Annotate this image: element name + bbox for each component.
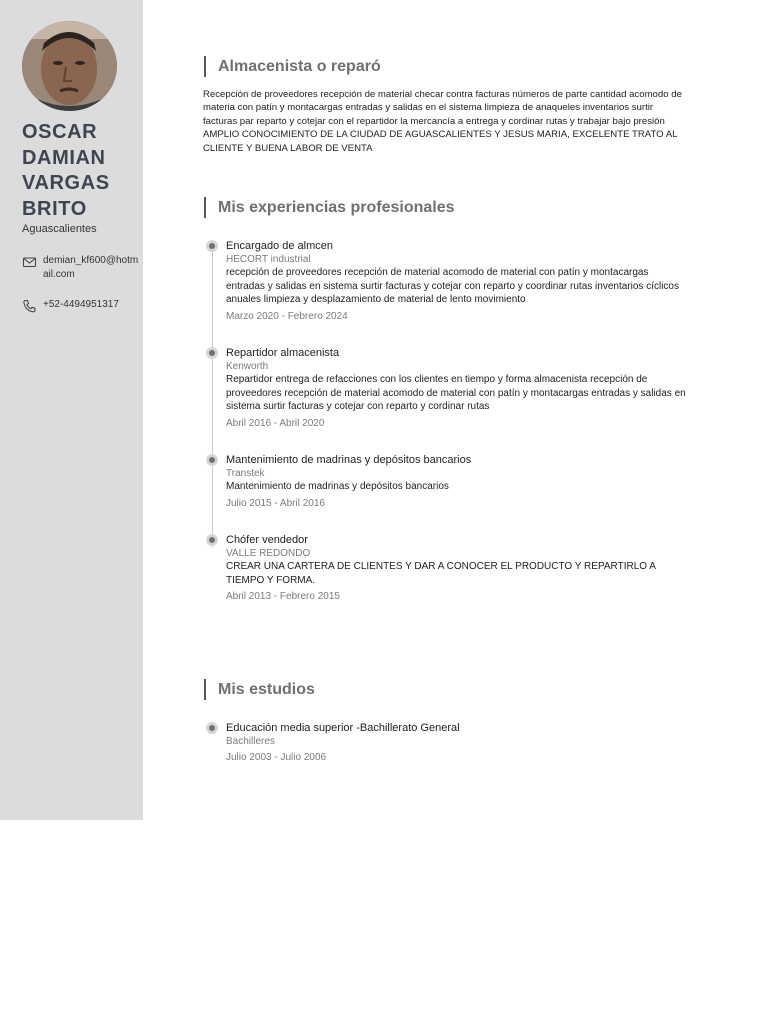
job-description: recepción de proveedores recepción de material acomodo de material con patín y montacargas entradas y salidas en sistema surtir facturas y cotejar con reparto y coordinar rutas inventarios cíclicos anuales limpieza y desplazamiento de material de lento movimiento bbox=[226, 267, 679, 306]
experience-heading: Mis experiencias profesionales bbox=[204, 197, 455, 218]
phone-text[interactable]: +52-4494951317 bbox=[43, 299, 119, 310]
email-contact[interactable] bbox=[22, 254, 139, 281]
company-name: Transtek bbox=[226, 468, 265, 479]
institution-name: Bachilleres bbox=[226, 736, 275, 747]
timeline-dot-icon bbox=[206, 534, 218, 546]
summary-text: Recepción de proveedores recepción de material checar contra facturas números de parte cantidad acomodo de materia con patín y montacargas entradas y salidas en el sistema limpieza de anaqueles inventarios surtir facturas par reparto y cotejar con el repartidor la mercancía a entrega y cordinar rutas y trabajar bajo presión AMPLIO CONOCIMIENTO DE LA CIUDAD DE AGUASCALIENTES Y JESUS MARIA, EXCELENTE TRATO AL CLIENTE Y BUENA LABOR DE VENTA bbox=[203, 89, 682, 154]
job-title: Repartidor almacenista bbox=[226, 347, 340, 359]
profile-photo bbox=[22, 21, 117, 111]
phone-contact[interactable] bbox=[22, 298, 139, 313]
job-title: Encargado de almcen bbox=[226, 240, 334, 252]
education-item bbox=[226, 722, 686, 764]
timeline-dot-icon bbox=[206, 240, 218, 252]
study-dates: Julio 2003 - Julio 2006 bbox=[226, 752, 327, 763]
experience-item bbox=[226, 454, 686, 510]
timeline-dot-icon bbox=[206, 722, 218, 734]
summary-heading: Almacenista o reparó bbox=[204, 56, 381, 77]
job-dates: Julio 2015 - Abril 2016 bbox=[226, 497, 325, 509]
name-line: BRITO bbox=[22, 197, 87, 220]
timeline-line bbox=[212, 246, 213, 548]
company-name: Kenworth bbox=[226, 361, 269, 372]
job-title: Mantenimiento de madrinas y depósitos bancarios bbox=[226, 454, 472, 466]
company-name: VALLE REDONDO bbox=[226, 548, 311, 559]
job-title: Chófer vendedor bbox=[226, 534, 308, 546]
name-line: VARGAS bbox=[22, 172, 110, 194]
candidate-name bbox=[22, 120, 140, 222]
degree-title: Educación media superior -Bachillerato General bbox=[226, 722, 460, 734]
experience-item bbox=[226, 240, 686, 323]
job-dates: Abril 2016 - Abril 2020 bbox=[226, 417, 325, 429]
job-dates: Marzo 2020 - Febrero 2024 bbox=[226, 310, 348, 322]
timeline-dot-icon bbox=[206, 347, 218, 359]
location: Aguascalientes bbox=[22, 223, 97, 235]
phone-icon bbox=[22, 299, 37, 313]
job-description: CREAR UNA CARTERA DE CLIENTES Y DAR A CONOCER EL PRODUCTO Y REPARTIRLO A TIEMPO Y FORMA. bbox=[226, 561, 656, 586]
job-description: Repartidor entrega de refacciones con los clientes en tiempo y forma almacenista recepción de proveedores recepción de material acomodo de material con patín y montacargas entradas y salidas en sistema surtir facturas y cotejar con reparto y cordinar rutas bbox=[226, 374, 686, 413]
name-line: OSCAR bbox=[22, 121, 98, 143]
name-line: DAMIAN bbox=[22, 146, 106, 169]
avatar bbox=[22, 21, 117, 111]
job-dates: Abril 2013 - Febrero 2015 bbox=[226, 591, 340, 603]
experience-item bbox=[226, 534, 686, 603]
envelope-icon bbox=[22, 255, 37, 269]
company-name: HECORT industrial bbox=[226, 254, 311, 265]
sidebar bbox=[0, 0, 143, 820]
job-description: Mantenimiento de madrinas y depósitos bancarios bbox=[226, 481, 449, 492]
education-heading: Mis estudios bbox=[204, 679, 315, 700]
timeline-dot-icon bbox=[206, 454, 218, 466]
email-text[interactable]: demian_kf600@hotmail.com bbox=[43, 255, 139, 280]
experience-item bbox=[226, 347, 686, 430]
